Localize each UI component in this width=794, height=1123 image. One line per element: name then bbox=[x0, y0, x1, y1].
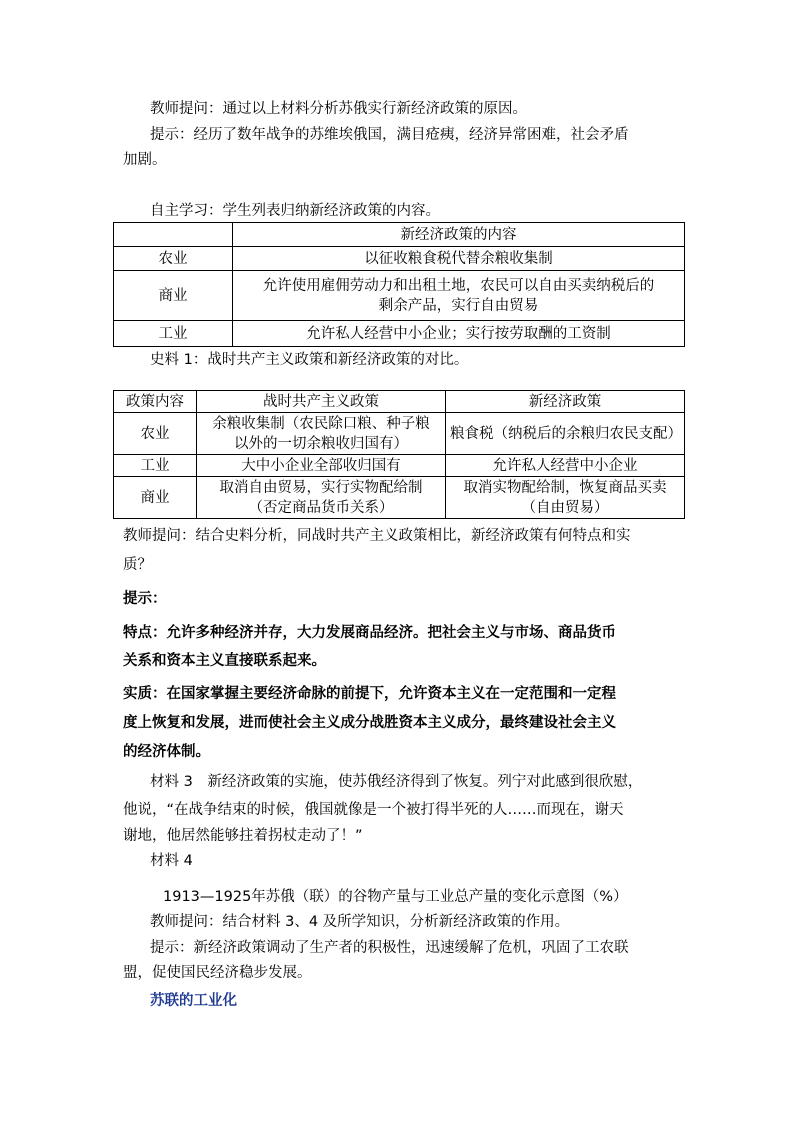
essence-line2: 度上恢复和发展，进而使社会主义成分战胜资本主义成分，最终建设社会主义 bbox=[123, 715, 616, 731]
table2-cell-line: （自由贸易） bbox=[521, 499, 609, 516]
hint-3-line2: 盟，促使国民经济稳步发展。 bbox=[123, 965, 312, 981]
table-row bbox=[114, 413, 685, 455]
hint-1-line1: 提示：经历了数年战争的苏维埃俄国，满目疮痍，经济异常困难，社会矛盾 bbox=[150, 127, 629, 143]
feature-line1: 特点：允许多种经济并存，大力发展商品经济。把社会主义与市场、商品货币 bbox=[123, 625, 616, 641]
material-3-line3: 谢地，他居然能够拄着拐杖走动了！” bbox=[123, 828, 363, 844]
section-heading-industrialization: 苏联的工业化 bbox=[150, 993, 237, 1009]
teacher-question-2-line2: 质？ bbox=[123, 557, 152, 573]
teacher-question-1: 教师提问：通过以上材料分析苏俄实行新经济政策的原因。 bbox=[150, 101, 527, 117]
table2-cell-nep bbox=[446, 477, 685, 519]
source-1-title: 史料 1：战时共产主义政策和新经济政策的对比。 bbox=[150, 352, 469, 368]
table2-cell-nep: 粮食税（纳税后的余粮归农民支配） bbox=[446, 413, 685, 455]
material-3-line1: 材料 3 新经济政策的实施，使苏俄经济得到了恢复。列宁对此感到很欣慰， bbox=[150, 774, 643, 790]
table2-row-label: 农业 bbox=[114, 413, 197, 455]
table2-cell-war-communism bbox=[197, 477, 446, 519]
table-row bbox=[114, 477, 685, 519]
teacher-question-3: 教师提问：结合材料 3、4 及所学知识，分析新经济政策的作用。 bbox=[150, 914, 570, 930]
table2-cell-line: 以外的一切余粮收归国有） bbox=[234, 435, 408, 452]
essence-line1: 实质：在国家掌握主要经济命脉的前提下，允许资本主义在一定范围和一定程 bbox=[123, 686, 616, 702]
table1-header: 新经济政策的内容 bbox=[233, 223, 685, 247]
table2-cell-nep: 允许私人经营中小企业 bbox=[446, 455, 685, 477]
table1-row-content bbox=[233, 271, 685, 321]
hint-1-line2: 加剧。 bbox=[123, 152, 167, 168]
hint-3-line1: 提示：新经济政策调动了生产者的积极性，迅速缓解了危机，巩固了工农联 bbox=[150, 940, 629, 956]
table-policy-comparison bbox=[113, 390, 685, 519]
table2-cell-line: （否定商品货币关系） bbox=[248, 499, 394, 516]
self-study-line: 自主学习：学生列表归纳新经济政策的内容。 bbox=[150, 203, 440, 219]
essence-line3: 的经济体制。 bbox=[123, 744, 210, 760]
table2-header-cell: 战时共产主义政策 bbox=[197, 391, 446, 413]
table2-cell-war-communism bbox=[197, 413, 446, 455]
table1-corner-cell bbox=[114, 223, 233, 247]
teacher-question-2-line1: 教师提问：结合史料分析，同战时共产主义政策相比，新经济政策有何特点和实 bbox=[123, 528, 631, 544]
table2-row-label: 工业 bbox=[114, 455, 197, 477]
table2-cell-war-communism: 大中小企业全部收归国有 bbox=[197, 455, 446, 477]
table-row bbox=[114, 247, 685, 271]
table1-cell-line: 剩余产品，实行自由贸易 bbox=[378, 297, 539, 314]
table2-header-cell: 新经济政策 bbox=[446, 391, 685, 413]
table-row bbox=[114, 321, 685, 347]
table-nep-content bbox=[113, 222, 685, 347]
hint-label: 提示： bbox=[123, 591, 167, 607]
table1-cell-line: 允许使用雇佣劳动力和出租土地，农民可以自由买卖纳税后的 bbox=[262, 277, 655, 294]
feature-line2: 关系和资本主义直接联系起来。 bbox=[123, 653, 326, 669]
table2-header-cell: 政策内容 bbox=[114, 391, 197, 413]
table1-row-label: 商业 bbox=[114, 271, 233, 321]
table2-cell-line: 取消实物配给制，恢复商品买卖 bbox=[463, 479, 667, 496]
figure-caption: 1913—1925年苏俄（联）的谷物产量与工业总产量的变化示意图（%） bbox=[163, 889, 628, 905]
table1-row-label: 农业 bbox=[114, 247, 233, 271]
table1-row-content: 以征收粮食税代替余粮收集制 bbox=[233, 247, 685, 271]
table2-cell-line: 取消自由贸易，实行实物配给制 bbox=[219, 479, 423, 496]
table1-row-content: 允许私人经营中小企业；实行按劳取酬的工资制 bbox=[233, 321, 685, 347]
table-row bbox=[114, 455, 685, 477]
material-3-line2: 他说，“在战争结束的时候，俄国就像是一个被打得半死的人……而现在，谢天 bbox=[123, 802, 624, 818]
material-4-label: 材料 4 bbox=[150, 853, 193, 869]
table2-row-label: 商业 bbox=[114, 477, 197, 519]
table2-cell-line: 余粮收集制（农民除口粮、种子粮 bbox=[212, 415, 430, 432]
table-row bbox=[114, 271, 685, 321]
table1-row-label: 工业 bbox=[114, 321, 233, 347]
